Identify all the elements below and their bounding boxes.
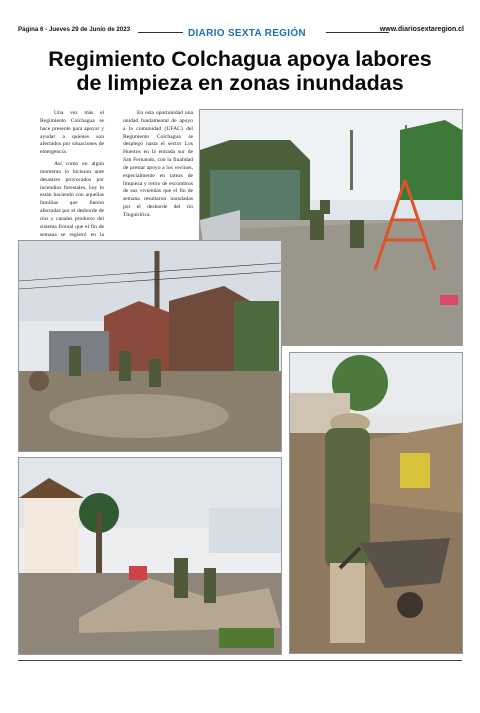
page-number-date: Página 6 - Jueves 29 de Junio de 2023 xyxy=(18,26,131,33)
newspaper-name: DIARIO SEXTA REGIÓN xyxy=(188,28,306,39)
headline-line-2: de limpieza en zonas inundadas xyxy=(76,71,404,95)
article-column-1 xyxy=(40,110,104,251)
article-column-2 xyxy=(123,110,193,224)
headline-line-1: Regimiento Colchagua apoya labores xyxy=(48,47,432,71)
header-rule-left xyxy=(138,32,183,33)
headline xyxy=(0,47,480,95)
photo-muddy-street xyxy=(18,240,282,452)
bottom-rule xyxy=(18,660,462,661)
article-paragraph: Así como en algún momento lo hicieron ante desastres provocados por incendios forestales, hoy lo están haciendo con aquellas familias que fueron afectadas por el desborde de ríos y canales producto del sistema frontal que el fin de semana se registró en la xyxy=(40,161,104,238)
photo-soldier-wheelbarrow xyxy=(289,352,463,654)
article-paragraph: Una vez más el Regimiento Colchagua se hace presente para apoyar y ayudar a quienes son afectados por situaciones de emergencia. xyxy=(40,110,104,156)
website-link[interactable]: www.diariosextaregion.cl xyxy=(379,26,464,33)
page-header xyxy=(18,26,464,40)
photo-debris-houses xyxy=(18,457,282,655)
article-paragraph: En esta oportunidad una unidad fundamental de apoyo a la comunidad (UFAC) del Regimiento Colchagua se desplegó hasta el sector Los Huertos en la entrada sur de San Fernando, con la finalidad de prestar apoyo a los vecinos, especialmente en tareas de limpieza y retiro de escombros de sus viviendas que el fin de semana resultaron inundadas por el desborde del río Tinguiririca. xyxy=(123,110,193,218)
